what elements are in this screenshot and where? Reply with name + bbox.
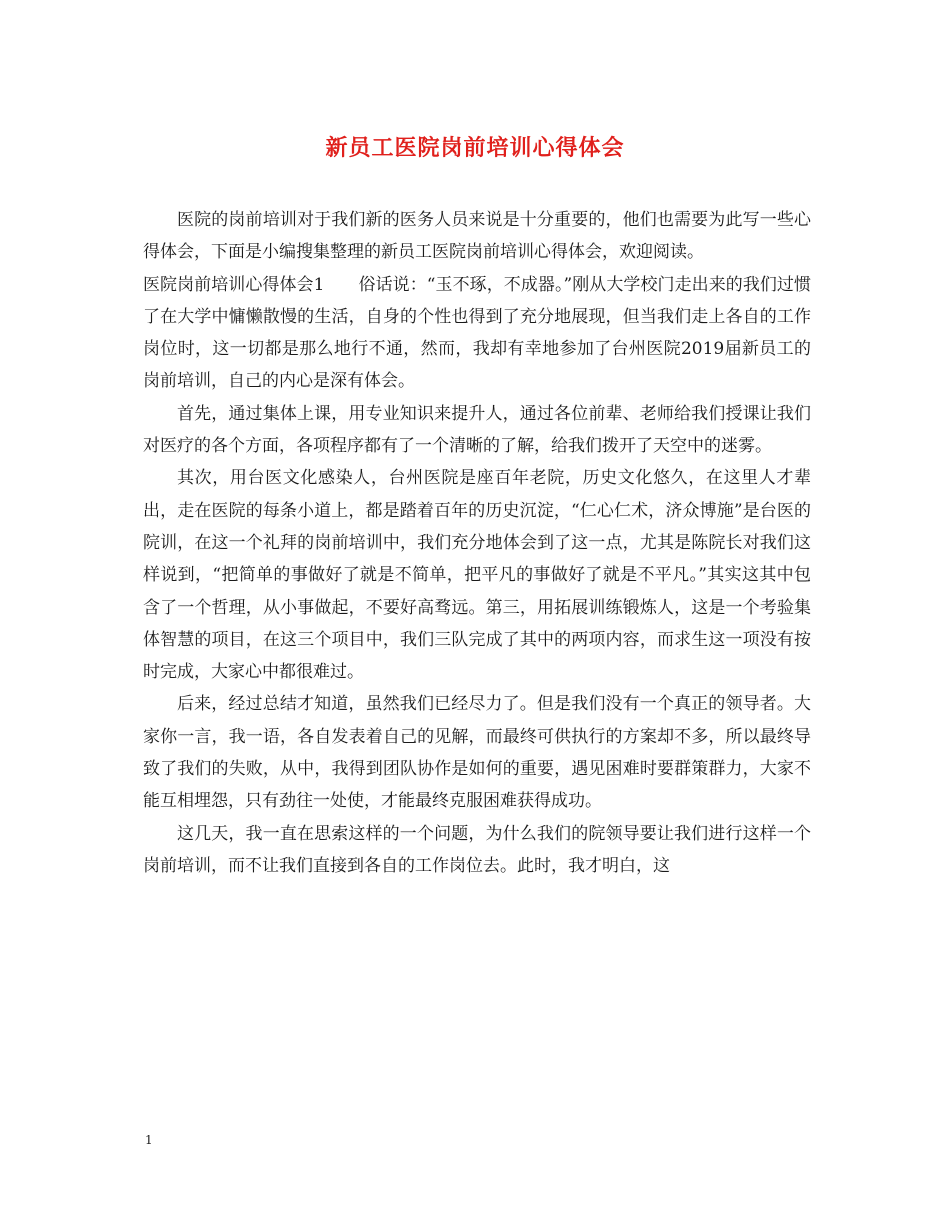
paragraph-first: 首先，通过集体上课，用专业知识来提升人，通过各位前辈、老师给我们授课让我们对医疗的各个方面，各项程序都有了一个清晰的了解，给我们拨开了天空中的迷雾。 — [143, 403, 811, 457]
paragraph-experience-1: 医院岗前培训心得体会1 俗话说：“玉不琢，不成器。”刚从大学校门走出来的我们过惯了在大学中慵懒散慢的生活，自身的个性也得到了充分地展现，但当我们走上各自的工作岗位时，这一切都是那么地行不通，然而，我却有幸地参加了台州医院2019届新员工的岗前培训，自己的内心是深有体会。 — [143, 274, 811, 392]
paragraph-reflection: 这几天，我一直在思索这样的一个问题，为什么我们的院领导要让我们进行这样一个岗前培训，而不让我们直接到各自的工作岗位去。此时，我才明白，这 — [143, 823, 811, 876]
document-title: 新员工医院岗前培训心得体会 — [325, 135, 625, 161]
paragraph-afterwards: 后来，经过总结才知道，虽然我们已经尽力了。但是我们没有一个真正的领导者。大家你一言，我一语，各自发表着自己的见解，而最终可供执行的方案却不多，所以最终导致了我们的失败，从中，我得到团队协作是如何的重要，遇见困难时要群策群力，大家不能互相埋怨，只有劲往一处使，才能最终克服困难获得成功。 — [143, 694, 811, 812]
paragraph-second-third: 其次，用台医文化感染人，台州医院是座百年老院，历史文化悠久，在这里人才辈出，走在医院的每条小道上，都是踏着百年的历史沉淀，“仁心仁术，济众博施”是台医的院训，在这一个礼拜的岗前培训中，我们充分地体会到了这一点，尤其是陈院长对我们这样说到，“把简单的事做好了就是不简单，把平凡的事做好了就是不平凡。”其实这其中包含了一个哲理，从小事做起，不要好高骛远。第三，用拓展训练锻炼人，这是一个考验集体智慧的项目，在这三个项目中，我们三队完成了其中的两项内容，而求生这一项没有按时完成，大家心中都很难过。 — [143, 468, 811, 683]
paragraph-intro: 医院的岗前培训对于我们新的医务人员来说是十分重要的，他们也需要为此写一些心得体会，下面是小编搜集整理的新员工医院岗前培训心得体会，欢迎阅读。 — [143, 210, 811, 263]
page-number: 1 — [145, 1133, 153, 1147]
document-body — [143, 204, 811, 882]
